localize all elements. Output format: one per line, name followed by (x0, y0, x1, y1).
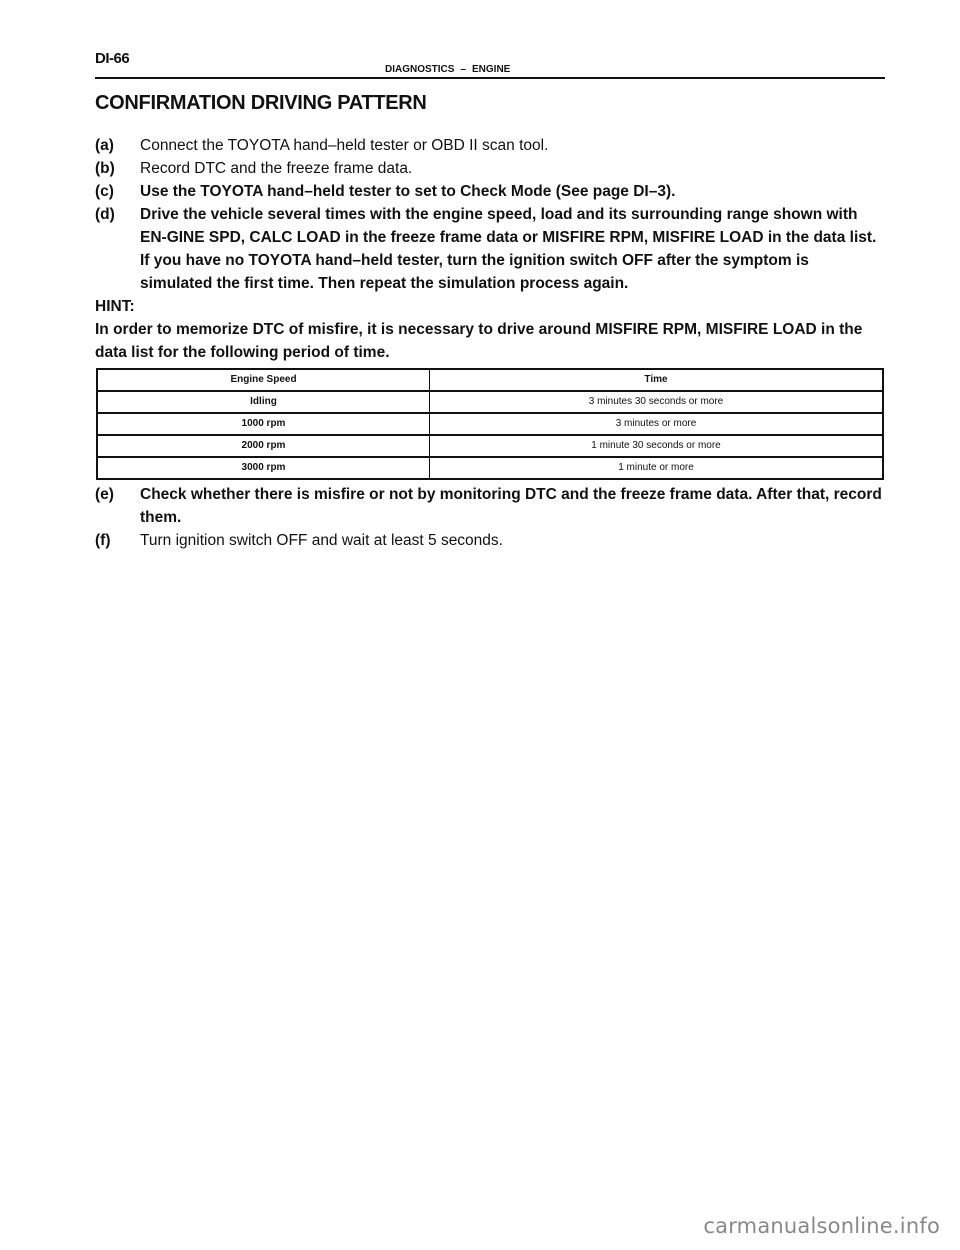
step-label: (f) (95, 532, 111, 549)
section-name: DIAGNOSTICS (385, 64, 455, 75)
engine-speed-cell: 1000 rpm (97, 413, 430, 435)
section-header (385, 64, 510, 75)
page-title: CONFIRMATION DRIVING PATTERN (95, 92, 427, 114)
page-id: DI-66 (95, 50, 130, 67)
column-header-engine-speed: Engine Speed (97, 369, 430, 391)
step-label: (d) (95, 206, 115, 223)
section-separator: – (460, 64, 467, 75)
time-cell: 1 minute or more (430, 457, 884, 479)
engine-speed-cell: 3000 rpm (97, 457, 430, 479)
step-e (95, 483, 885, 529)
step-label: (e) (95, 486, 114, 503)
table-row (97, 457, 883, 479)
hint-text: In order to memorize DTC of misfire, it is necessary to drive around MISFIRE RPM, MISFIRE LOAD in the data list for the following period of time. (95, 321, 863, 361)
hint-label: HINT: (95, 298, 135, 315)
table-row (97, 391, 883, 413)
step-label: (c) (95, 183, 114, 200)
step-label: (b) (95, 160, 115, 177)
table-row (97, 413, 883, 435)
step-c (95, 180, 885, 203)
time-cell: 1 minute 30 seconds or more (430, 435, 884, 457)
driving-period-table (96, 368, 884, 480)
table-header-row (97, 369, 883, 391)
step-text: Turn ignition switch OFF and wait at least 5 seconds. (140, 532, 503, 549)
table-row (97, 435, 883, 457)
subsection-name: ENGINE (472, 64, 511, 75)
engine-speed-cell: 2000 rpm (97, 435, 430, 457)
time-cell: 3 minutes or more (430, 413, 884, 435)
column-header-time: Time (430, 369, 884, 391)
step-label: (a) (95, 137, 114, 154)
step-text: Use the TOYOTA hand–held tester to set to Check Mode (See page DI–3). (140, 183, 676, 200)
step-a (95, 134, 885, 157)
engine-speed-cell: Idling (97, 391, 430, 413)
step-f (95, 529, 885, 552)
procedure-content (95, 134, 885, 552)
time-cell: 3 minutes 30 seconds or more (430, 391, 884, 413)
watermark: carmanualsonline.info (703, 1214, 940, 1238)
step-d (95, 203, 885, 295)
step-text: Check whether there is misfire or not by monitoring DTC and the freeze frame data. After that, record them. (140, 486, 882, 526)
step-b (95, 157, 885, 180)
step-text: Connect the TOYOTA hand–held tester or OBD II scan tool. (140, 137, 549, 154)
step-text: Record DTC and the freeze frame data. (140, 160, 413, 177)
step-text: Drive the vehicle several times with the engine speed, load and its surrounding range shown with EN-GINE SPD, CALC LOAD in the freeze frame data or MISFIRE RPM, MISFIRE LOAD in the data list. If you have no TOYOTA hand–held tester, turn the ignition switch OFF after the symptom is simulated the first time. Then repeat the simulation process again. (140, 206, 877, 292)
header-rule (95, 77, 885, 79)
